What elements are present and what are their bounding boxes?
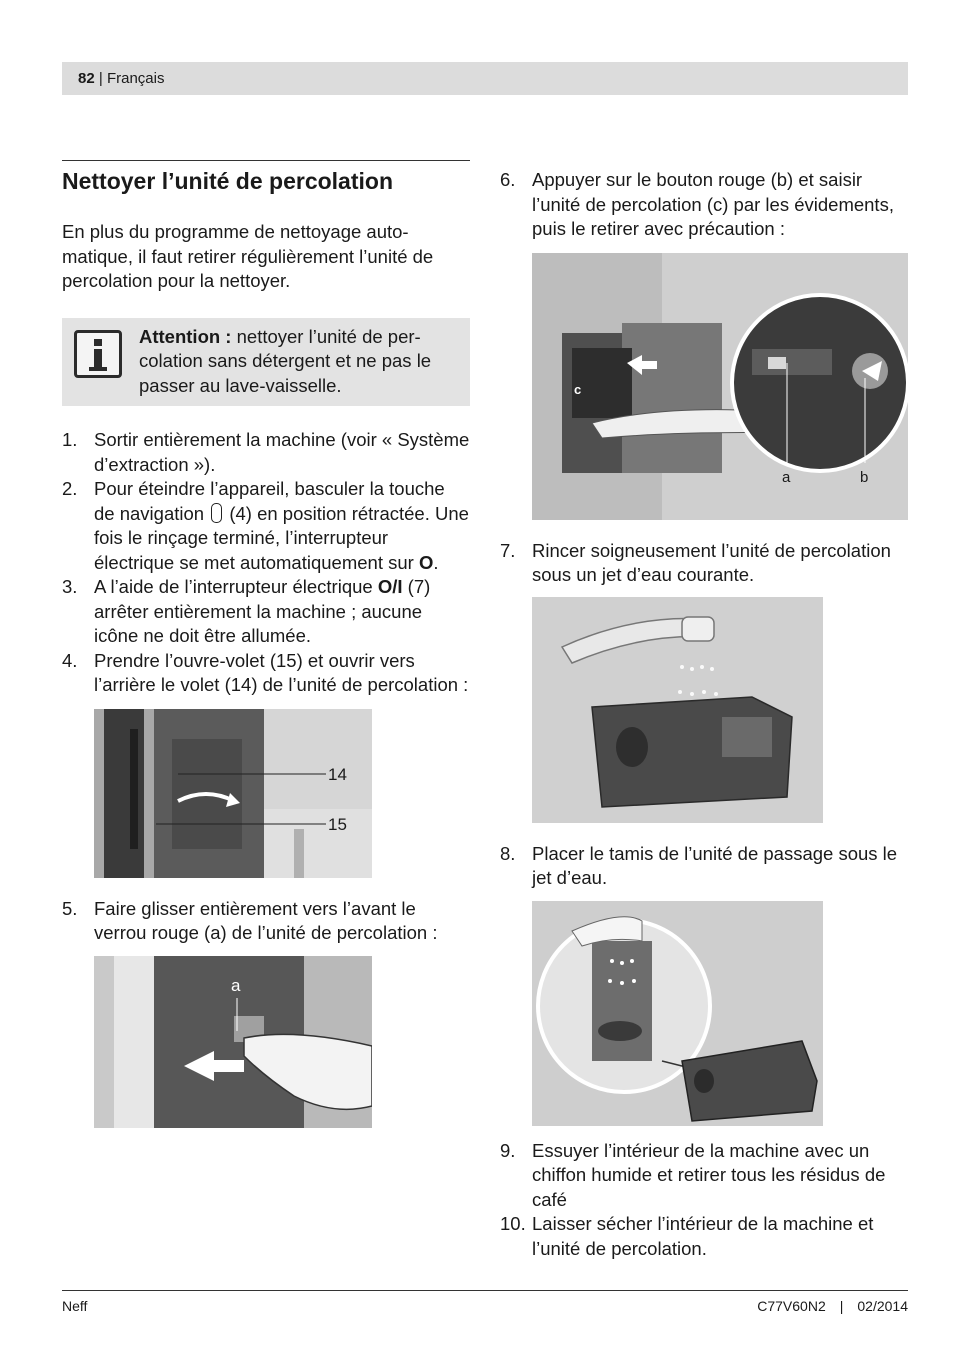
step-bold: O/I: [377, 576, 403, 597]
section-title: Nettoyer l’unité de percolation: [62, 168, 393, 194]
steps-list-right-2: [500, 539, 908, 588]
figure-lock: [94, 956, 372, 1128]
header-separator: |: [98, 70, 103, 87]
label-15: 15: [328, 814, 347, 834]
step-number: 5.: [62, 897, 78, 919]
footer-rule: [62, 1290, 908, 1291]
steps-list-right-1: [500, 168, 908, 242]
page-number: 82: [78, 70, 95, 87]
step-number: 1.: [62, 429, 78, 450]
note-label: Attention :: [139, 325, 232, 347]
door-illustration: [94, 709, 372, 878]
figure-door: [94, 709, 372, 878]
steps-list-right-4: [500, 1139, 908, 1262]
figure-remove-unit: [532, 253, 908, 520]
label-14: 14: [328, 764, 347, 784]
attention-note: [62, 318, 470, 407]
step-text: Sortir entièrement la machine (voir « Système d’extraction »).: [94, 429, 470, 475]
step-number: 6.: [500, 169, 516, 190]
step-text: Pour éteindre l’appareil, basculer la touche de navigation: [94, 478, 445, 524]
step-text: (4) en position rétractée. Une fois le rinçage terminé, l’interrupteur électrique se met automatiquement sur: [94, 502, 469, 573]
step-10: [500, 1212, 908, 1261]
header-text: [78, 70, 164, 87]
figure-rinse: [532, 597, 823, 823]
footer-separator: |: [839, 1298, 844, 1314]
step-text: Appuyer sur le bouton rouge (b) et saisir l’unité de percolation (c) par les évidements, puis le retirer avec précaution :: [532, 169, 894, 239]
label-a: a: [231, 975, 241, 995]
step-text: A l’aide de l’interrupteur électrique: [94, 576, 373, 597]
note-text: nettoyer l’unité de percolation sans détergent et ne pas le passer au lave-vaisselle.: [139, 325, 432, 396]
step-text: Laisser sécher l’intérieur de la machine et l’unité de percolation.: [532, 1213, 874, 1259]
footer-brand: Neff: [62, 1298, 88, 1314]
step-bold: O: [418, 551, 434, 573]
page-header: [62, 62, 908, 95]
step-5: [62, 897, 470, 946]
figure-sieve: [532, 901, 823, 1126]
label-b: b: [860, 468, 869, 486]
step-text: Placer le tamis de l’unité de passage sous le jet d’eau.: [532, 842, 898, 888]
steps-list-right-3: [500, 842, 908, 891]
left-column: [62, 160, 470, 1128]
step-text: Essuyer l’intérieur de la machine avec un chiffon humide et retirer tous les résidus de café: [532, 1139, 886, 1210]
label-c: c: [574, 381, 582, 397]
steps-list-left: [62, 428, 470, 698]
steps-list-left-2: [62, 897, 470, 946]
step-6: [500, 168, 908, 242]
step-text: Prendre l’ouvre-volet (15) et ouvrir vers l’arrière le volet (14) de l’unité de percolation :: [94, 649, 469, 695]
step-number: 9.: [500, 1139, 516, 1161]
step-number: 4.: [62, 649, 78, 671]
intro-paragraph: En plus du programme de nettoyage automatique, il faut retirer régulièrement l’unité de percolation pour la nettoyer.: [62, 221, 434, 291]
step-number: 2.: [62, 478, 78, 499]
step-number: 10.: [500, 1213, 526, 1234]
footer-model: C77V60N2: [757, 1298, 826, 1314]
step-8: [500, 842, 908, 891]
label-a-remove: a: [782, 468, 791, 486]
info-icon: [74, 330, 122, 378]
navigation-key-icon: [211, 503, 222, 523]
step-4: [62, 649, 470, 698]
rinse-illustration: [532, 597, 823, 823]
step-text: (7) arrêter entièrement la machine ; aucune icône ne doit être allumée.: [94, 576, 431, 646]
step-7: [500, 539, 908, 588]
footer-info: [757, 1298, 908, 1314]
header-language: Français: [106, 70, 165, 87]
step-text: Rincer soigneusement l’unité de percolation sous un jet d’eau courante.: [532, 539, 891, 585]
step-number: 7.: [500, 539, 516, 561]
sieve-illustration: [532, 901, 823, 1126]
step-1: [62, 428, 470, 477]
step-3: [62, 575, 470, 649]
step-2: [62, 477, 470, 575]
step-text: Faire glisser entièrement vers l’avant le verrou rouge (a) de l’unité de percolation :: [94, 897, 438, 943]
step-number: 3.: [62, 576, 78, 597]
footer-date: 02/2014: [857, 1298, 908, 1314]
step-text: .: [433, 551, 439, 573]
right-column: [500, 168, 908, 1261]
remove-unit-illustration: [532, 253, 908, 520]
step-9: [500, 1139, 908, 1213]
section-rule: [62, 160, 470, 161]
step-number: 8.: [500, 842, 516, 864]
